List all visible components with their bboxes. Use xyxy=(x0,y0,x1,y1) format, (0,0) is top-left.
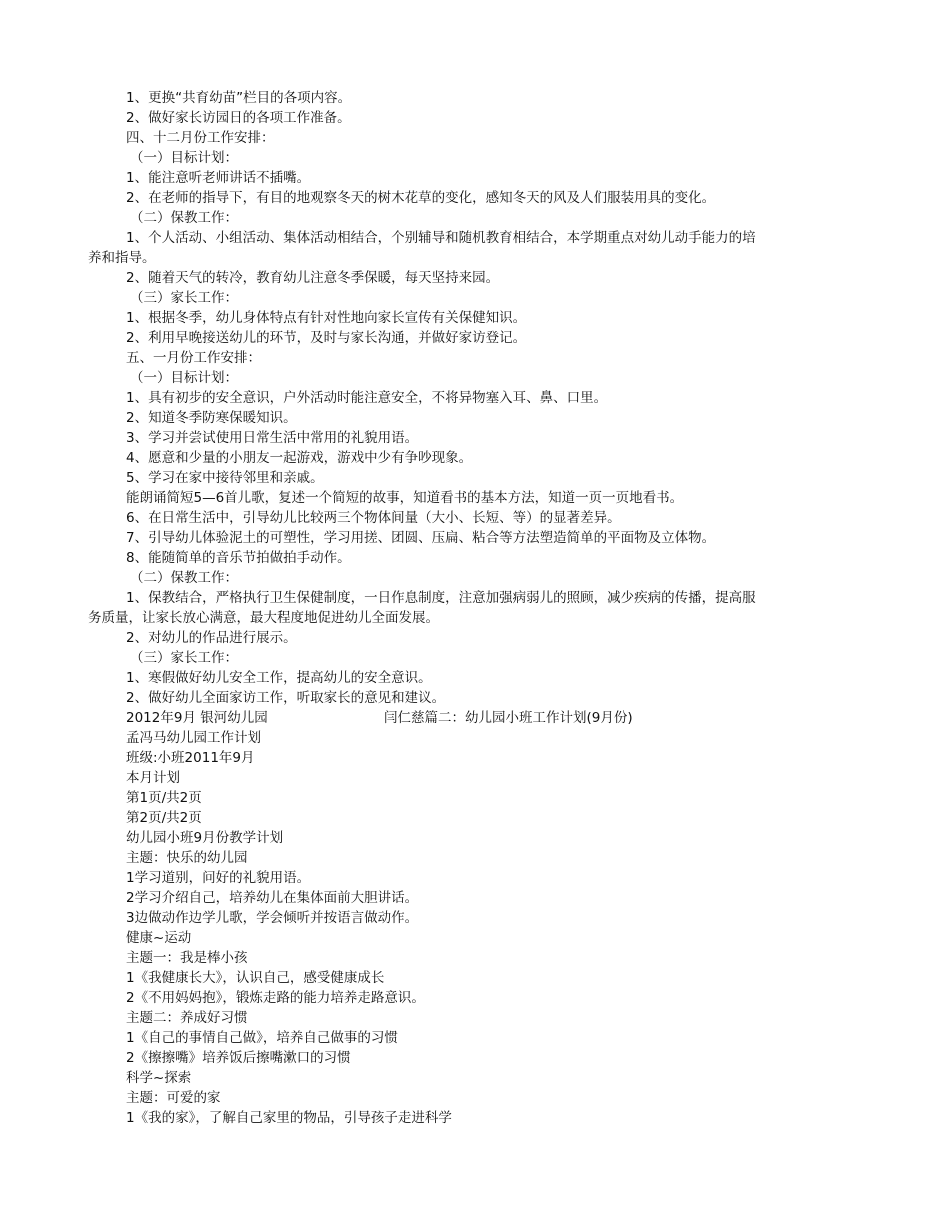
text-line: 能朗诵简短5—6首儿歌，复述一个简短的故事，知道看书的基本方法，知道一页一页地看书。 xyxy=(126,490,684,506)
subsection-heading: （一）目标计划： xyxy=(130,150,238,166)
text-line: 1、寒假做好幼儿安全工作，提高幼儿的安全意识。 xyxy=(126,670,432,686)
text-line: 班级:小班2011年9月 xyxy=(126,750,255,766)
text-line: 2、在老师的指导下，有目的地观察冬天的树木花草的变化，感知冬天的风及人们服装用具的变化。 xyxy=(126,190,716,206)
text-line: 3、学习并尝试使用日常生活中常用的礼貌用语。 xyxy=(126,430,419,446)
text-line: 5、学习在家中接待邻里和亲戚。 xyxy=(126,470,324,486)
subsection-heading: （二）保教工作： xyxy=(130,570,238,586)
text-line: 主题一：我是棒小孩 xyxy=(126,950,248,966)
page-number-text: 第2页/共2页 xyxy=(126,810,202,826)
text-line: 主题：快乐的幼儿园 xyxy=(126,850,248,866)
date-org-text: 2012年9月 银河幼儿园 xyxy=(126,710,268,726)
text-line: 6、在日常生活中，引导幼儿比较两三个物体间量（大小、长短、等）的显著差异。 xyxy=(126,510,621,526)
text-line: 1、更换“共育幼苗”栏目的各项内容。 xyxy=(126,90,352,106)
document-body xyxy=(88,88,837,1128)
text-line: 4、愿意和少量的小朋友一起游戏，游戏中少有争吵现象。 xyxy=(126,450,473,466)
text-line: 主题：可爱的家 xyxy=(126,1090,221,1106)
text-line: 健康~运动 xyxy=(126,930,192,946)
text-line: 1《我的家》，了解自己家里的物品，引导孩子走进科学 xyxy=(126,1110,452,1126)
page-number-text: 第1页/共2页 xyxy=(126,790,202,806)
text-line: 2《擦擦嘴》培养饭后擦嘴漱口的习惯 xyxy=(126,1050,351,1066)
text-line: 7、引导幼儿体验泥土的可塑性，学习用搓、团圆、压扁、粘合等方法塑造简单的平面物及立体物。 xyxy=(126,530,716,546)
subsection-heading: （三）家长工作： xyxy=(130,650,238,666)
text-line: 8、能随简单的音乐节拍做拍手动作。 xyxy=(126,550,351,566)
text-line-continuation: 养和指导。 xyxy=(88,250,156,266)
text-line: 2、做好幼儿全面家访工作，听取家长的意见和建议。 xyxy=(126,690,446,706)
subsection-heading: （一）目标计划： xyxy=(130,370,238,386)
section-heading: 四、十二月份工作安排： xyxy=(126,130,275,146)
subsection-heading: （二）保教工作： xyxy=(130,210,238,226)
article-title-text: 闫仁慈篇二：幼儿园小班工作计划(9月份) xyxy=(384,710,633,726)
text-line: 主题二：养成好习惯 xyxy=(126,1010,248,1026)
section-heading: 五、一月份工作安排： xyxy=(126,350,261,366)
text-line: 1、保教结合，严格执行卫生保健制度，一日作息制度，注意加强病弱儿的照顾，减少疾病的传播，提高服 xyxy=(126,590,756,606)
text-line: 2、做好家长访园日的各项工作准备。 xyxy=(126,110,351,126)
text-line: 2、知道冬季防寒保暖知识。 xyxy=(126,410,297,426)
text-line: 2《不用妈妈抱》，锻炼走路的能力培养走路意识。 xyxy=(126,990,425,1006)
text-line: 幼儿园小班9月份教学计划 xyxy=(126,830,284,846)
text-line: 1《我健康长大》，认识自己，感受健康成长 xyxy=(126,970,385,986)
text-line: 1、具有初步的安全意识，户外活动时能注意安全，不将异物塞入耳、鼻、口里。 xyxy=(126,390,608,406)
text-line: 2学习介绍自己，培养幼儿在集体面前大胆讲话。 xyxy=(126,890,419,906)
text-line-continuation: 务质量，让家长放心满意，最大程度地促进幼儿全面发展。 xyxy=(88,610,439,626)
subsection-heading: （三）家长工作： xyxy=(130,290,238,306)
text-line: 孟冯马幼儿园工作计划 xyxy=(126,730,261,746)
text-line: 3边做动作边学儿歌，学会倾听并按语言做动作。 xyxy=(126,910,419,926)
text-line: 2、对幼儿的作品进行展示。 xyxy=(126,630,297,646)
text-line: 1学习道别，问好的礼貌用语。 xyxy=(126,870,311,886)
text-line: 本月计划 xyxy=(126,770,180,786)
text-line: 科学~探索 xyxy=(126,1070,192,1086)
text-line: 1、个人活动、小组活动、集体活动相结合，个别辅导和随机教育相结合，本学期重点对幼儿动手能力的培 xyxy=(126,230,756,246)
text-line: 1、根据冬季，幼儿身体特点有针对性地向家长宣传有关保健知识。 xyxy=(126,310,527,326)
text-line-split xyxy=(117,708,837,728)
text-line: 2、随着天气的转冷，教育幼儿注意冬季保暖，每天坚持来园。 xyxy=(126,270,500,286)
text-line: 1、能注意听老师讲话不插嘴。 xyxy=(126,170,311,186)
text-line: 2、利用早晚接送幼儿的环节，及时与家长沟通，并做好家访登记。 xyxy=(126,330,527,346)
text-line: 1《自己的事情自己做》，培养自己做事的习惯 xyxy=(126,1030,398,1046)
